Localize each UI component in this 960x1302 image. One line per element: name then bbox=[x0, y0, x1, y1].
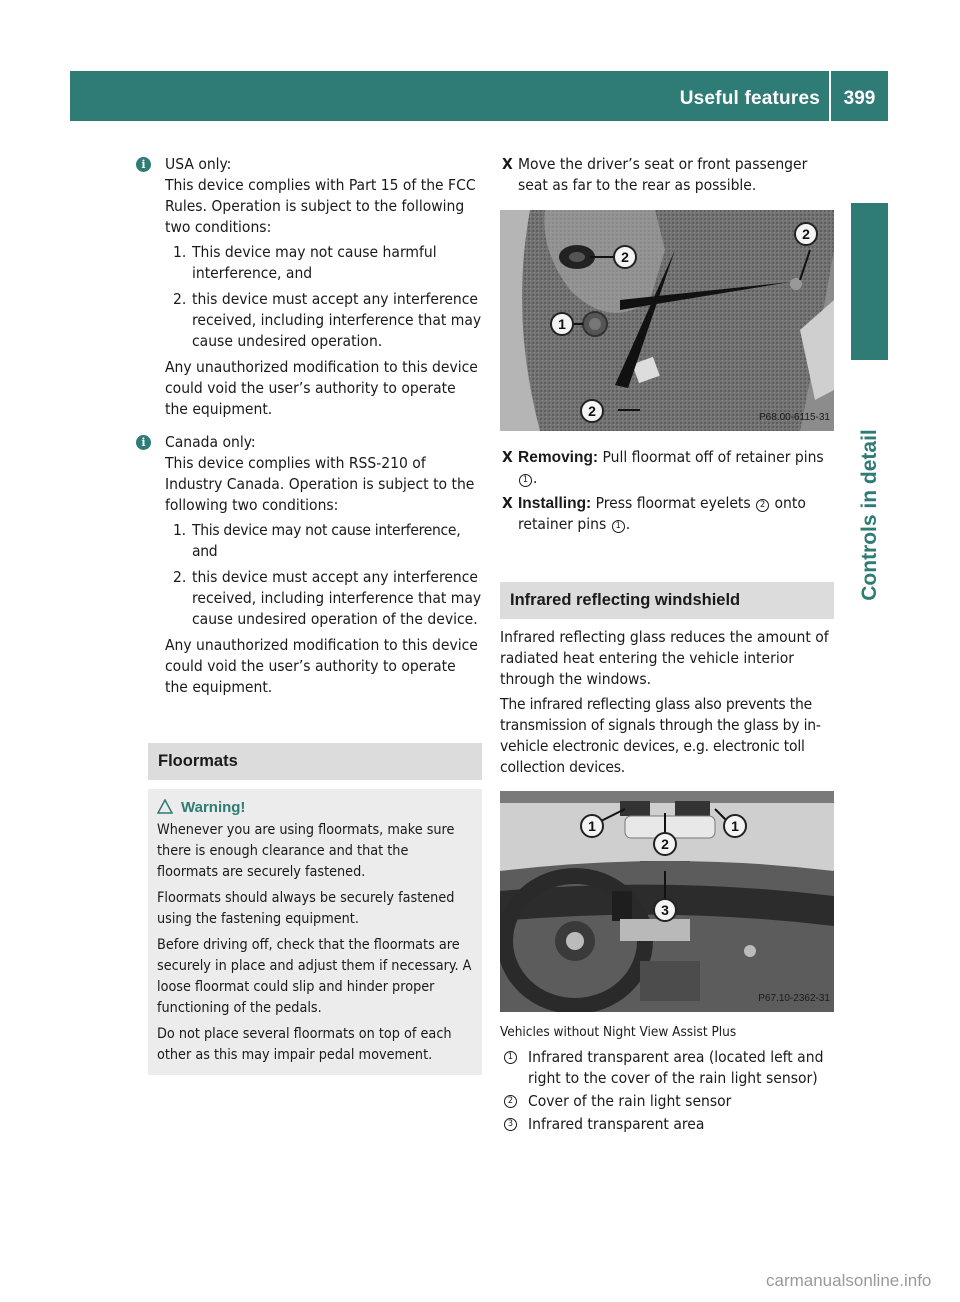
callout-2: 2 bbox=[613, 245, 637, 269]
page-header bbox=[70, 71, 888, 121]
section-heading: Infrared reflecting windshield bbox=[500, 582, 834, 619]
right-column bbox=[500, 154, 834, 1137]
ref-1: 1 bbox=[612, 520, 625, 533]
floormat-photo bbox=[500, 210, 834, 431]
canada-intro: This device complies with RSS-210 of Industry Canada. Operation is subject to the following two conditions: bbox=[165, 454, 475, 514]
list-item: 2. this device must accept any interference received, including interference that may cause undesired operation of the device. bbox=[173, 568, 482, 628]
ref-1: 1 bbox=[519, 474, 532, 487]
step-arrow-icon: X bbox=[502, 448, 513, 466]
warning-paragraph: Whenever you are using floormats, make sure there is enough clearance and that the floormats are securely fastened. bbox=[157, 822, 455, 880]
legend-item: 3 Infrared transparent area bbox=[500, 1114, 834, 1135]
canada-heading: Canada only: bbox=[165, 433, 256, 451]
seat-step: X Move the driver’s seat or front passenger seat as far to the rear as possible. bbox=[502, 155, 808, 194]
warning-paragraph: Do not place several floormats on top of each other as this may impair pedal movement. bbox=[157, 1026, 452, 1063]
canada-closing: Any unauthorized modification to this device could void the user’s authority to operate the equipment. bbox=[165, 636, 478, 696]
page-number: 399 bbox=[843, 88, 876, 109]
legend-item: 1 Infrared transparent area (located left and right to the cover of the rain light sensor) bbox=[500, 1047, 834, 1089]
cockpit-photo bbox=[500, 791, 834, 1012]
chapter-label: Controls in detail bbox=[857, 429, 881, 601]
installing-step: X Installing: Press floormat eyelets 2 onto retainer pins 1 . bbox=[502, 494, 806, 533]
usa-closing: Any unauthorized modification to this device could void the user’s authority to operate the equipment. bbox=[165, 358, 478, 418]
callout-2: 2 bbox=[794, 222, 818, 246]
infrared-paragraph: The infrared reflecting glass also prevents the transmission of signals through the glass by in-vehicle electronic devices, e.g. electronic toll collection devices. bbox=[500, 695, 821, 776]
canada-info-block bbox=[141, 432, 482, 698]
step-arrow-icon: X bbox=[502, 155, 513, 173]
warning-title: Warning! bbox=[181, 799, 246, 816]
watermark-link[interactable]: carmanualsonline.info bbox=[766, 1271, 932, 1290]
usa-intro: This device complies with Part 15 of the FCC Rules. Operation is subject to the following two conditions: bbox=[165, 176, 476, 236]
usa-conditions bbox=[165, 242, 482, 352]
callout-1: 1 bbox=[723, 814, 747, 838]
warning-paragraph: Floormats should always be securely fastened using the fastening equipment. bbox=[157, 890, 455, 927]
callout-2: 2 bbox=[580, 399, 604, 423]
info-icon: i bbox=[136, 435, 151, 450]
info-icon: i bbox=[136, 157, 151, 172]
callout-1: 1 bbox=[550, 312, 574, 336]
legend-item: 2 Cover of the rain light sensor bbox=[500, 1091, 834, 1112]
list-item: 2. this device must accept any interference received, including interference that may cause undesired operation. bbox=[173, 290, 482, 350]
section-title: Useful features bbox=[679, 88, 820, 109]
callout-2: 2 bbox=[653, 832, 677, 856]
usa-info-block bbox=[141, 154, 482, 420]
left-column bbox=[141, 154, 482, 1075]
usa-heading: USA only: bbox=[165, 155, 232, 173]
removing-step: X Removing: Pull floormat off of retainer pins 1 . bbox=[502, 448, 824, 487]
step-arrow-icon: X bbox=[502, 494, 513, 512]
list-item: 1. This device may not cause harmful interference, and bbox=[173, 243, 437, 282]
infrared-paragraph: Infrared reflecting glass reduces the amount of radiated heat entering the vehicle interior through the windows. bbox=[500, 628, 829, 688]
callout-3: 3 bbox=[653, 898, 677, 922]
warning-box bbox=[148, 789, 482, 1075]
figure-code: P68.00-6115-31 bbox=[759, 412, 830, 423]
warning-paragraph: Before driving off, check that the floormats are securely in place and adjust them if necessary. A loose floormat could slip and hinder proper functioning of the pedals. bbox=[157, 937, 472, 1016]
chapter-tab bbox=[851, 203, 888, 360]
floormats-section bbox=[148, 743, 482, 1075]
ref-2: 2 bbox=[756, 499, 769, 512]
figure-caption: Vehicles without Night View Assist Plus bbox=[500, 1024, 737, 1040]
warning-icon bbox=[157, 799, 173, 814]
callout-1: 1 bbox=[580, 814, 604, 838]
figure-code: P67.10-2362-31 bbox=[758, 993, 830, 1004]
canada-conditions bbox=[165, 520, 482, 630]
list-item: 1. This device may not cause interference, and bbox=[173, 521, 461, 560]
section-heading: Floormats bbox=[148, 743, 482, 780]
